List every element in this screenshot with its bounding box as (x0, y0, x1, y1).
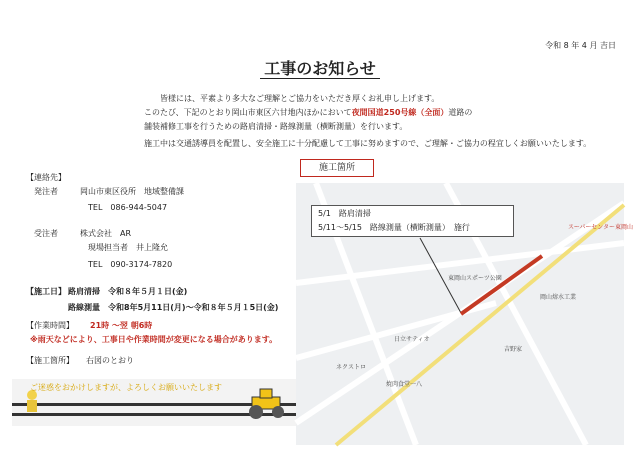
callout-line-2: 5/11～5/15 路線測量（横断測量） 施行 (318, 223, 470, 232)
label-restaurant: 焼肉食堂一八 (386, 381, 423, 388)
intro-line-1: 皆様には、平素より多大なご理解とご協力をいただき厚くお礼申し上げます。 (160, 94, 440, 103)
contractor-tel: TEL 090-3174-7820 (88, 260, 173, 269)
orderer-label: 発注者 (34, 187, 58, 196)
worker-icon (27, 390, 37, 412)
label-yoshinoya: 吉野家 (504, 346, 523, 353)
banner-message: ご迷惑をおかけしますが、よろしくお願いいたします (30, 383, 222, 392)
label-sports-park: 東岡山スポーツ公園 (448, 275, 502, 282)
label-nextoro: ネクストロ (336, 364, 366, 371)
intro-line-2: このたび、下記のとおり岡山市東区六甘地内ほかにおいて夜間国道250号線（全面）道路の (144, 108, 473, 117)
label-nikko: 日立サティオ (394, 336, 430, 343)
location-heading: 【施工箇所】 (26, 356, 74, 365)
notice-date: 令和 8 年 4 月 吉日 (545, 41, 616, 50)
work-hours: 21時 ～翌 朝6時 (90, 321, 153, 330)
schedule-item-1: 路肩清掃 令和８年５月１日(金) (68, 287, 188, 296)
contractor-name: 株式会社 AR (80, 229, 132, 238)
site-label-box: 施工箇所 (300, 159, 374, 177)
work-callout (311, 205, 514, 237)
contractor-label: 受注者 (34, 229, 58, 238)
location-text: 右図のとおり (86, 356, 134, 365)
hours-heading: 【作業時間】 (26, 321, 74, 330)
intro-line-4: 施工中は交通誘導員を配置し、安全施工に十分配慮して工事に努めますので、ご理解・ご協力の程宜しくお願いいたします。 (144, 139, 592, 148)
label-supermarket: スーパーセンター東岡山 (568, 224, 634, 231)
orderer-name: 岡山市東区役所 地域整備課 (80, 187, 184, 196)
intro-line-3: 舗装補修工事を行うための路肩清掃・路線測量（横断測量）を行います。 (144, 122, 408, 131)
schedule-item-2: 路線測量 令和8年5月11日(月)～令和８年５月１5日(金) (68, 303, 279, 312)
label-factory: 岡山熔水工業 (540, 294, 577, 301)
site-manager: 現場担当者 井上隆允 (88, 243, 168, 252)
page-title: 工事のお知らせ (0, 56, 640, 79)
schedule-heading: 【施工日】 (26, 287, 66, 296)
change-note: ※雨天などにより、工事日や作業時間が変更になる場合があります。 (30, 335, 278, 344)
callout-line-1: 5/1 路肩清掃 (318, 209, 371, 218)
orderer-tel: TEL 086-944-5047 (88, 203, 168, 212)
contact-heading: 【連絡先】 (26, 173, 66, 182)
